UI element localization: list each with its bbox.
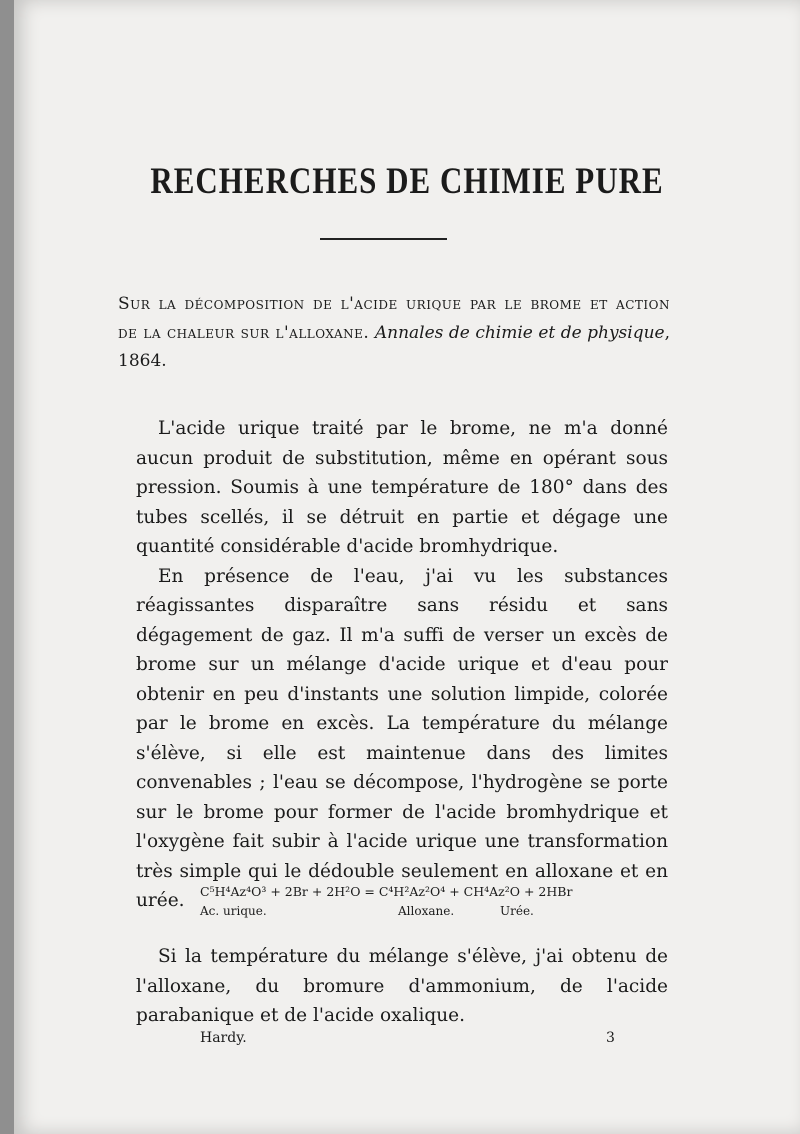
paragraph-2: En présence de l'eau, j'ai vu les substances réagissantes disparaître sans résidu et sans dégagement de gaz. Il m'a suffi de verser un excès de brome sur un mélange d'acide urique et d'eau pour obtenir en peu d'instants une solution limpide, colorée par le brome en excès. La température du mélange s'élève, si elle est maintenue dans des limites convenables ; l'eau se décompose, l'hydrogène se porte sur le brome pour former de l'acide bromhydrique et l'oxygène fait subir à l'acide urique une transformation très simple qui le dédouble seulement en alloxane et en urée. (136, 565, 668, 911)
paragraph-1: L'acide urique traité par le brome, ne m'a donné aucun produit de substitution, même en opérant sous pression. Soumis à une température de 180° dans des tubes scellés, il se détruit en partie et dégage une quantité considérable d'acide bromhydrique. (136, 418, 668, 557)
equation-label-alloxane: Alloxane. (398, 904, 455, 918)
chemical-equation: C⁵H⁴Az⁴O³ + 2Br + 2H²O = C⁴H²Az²O⁴ + CH⁴Az²O + 2HBr (200, 884, 573, 899)
reference-lead: Sur la décomposition de l'acide urique par le brome et action de la chaleur sur l'alloxane. (118, 294, 670, 343)
page-title: RECHERCHES DE CHIMIE PURE (150, 160, 664, 202)
page-number: 3 (606, 1030, 615, 1046)
body-text (136, 414, 668, 916)
journal-part1: Annales de (374, 322, 470, 343)
journal-part2: chimie et de physique (475, 322, 665, 343)
reference-heading (118, 290, 670, 376)
equation-label-uric-acid: Ac. urique. (200, 904, 267, 918)
footer-author: Hardy. (200, 1030, 247, 1046)
equation-label-urea: Urée. (500, 904, 534, 918)
final-text (136, 942, 668, 1031)
paragraph-3: Si la température du mélange s'élève, j'ai obtenu de l'alloxane, du bromure d'ammonium, de l'acide parabanique et de l'acide oxalique. (136, 946, 668, 1026)
reference-year: , 1864. (118, 322, 671, 371)
document-page (14, 0, 800, 1134)
title-rule (320, 238, 447, 240)
